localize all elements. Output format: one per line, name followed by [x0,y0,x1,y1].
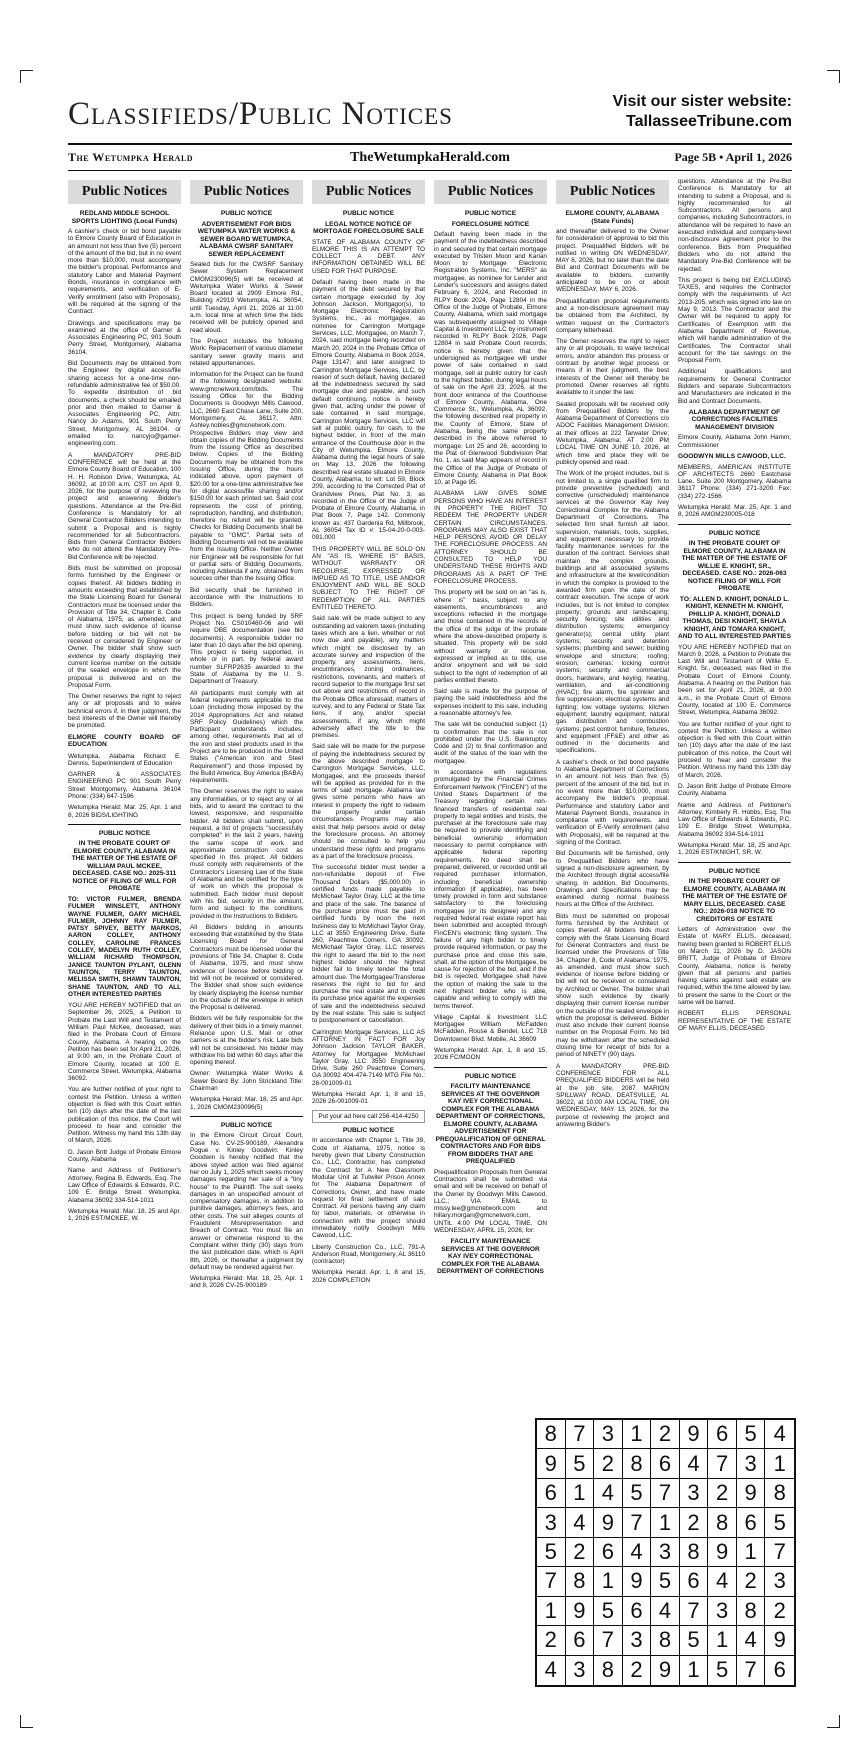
notice-text: Bid Documents may be obtained from the Engineer by digital access/file sharing access for a one-time non-refundable administrative fee of $50.00. To expedite distribution of bid documents, a check should be emailed prior and then mailed to Garner & Associates Engineering PC, Attn: Nancy Jo Adams, 901 South Perry Street, Montgomery, AL 36104. or emailed to: nancyjo@garner-engineering.com. [68,360,181,448]
notice-text: You are further notified of your right to contest the Petition. Unless a written objection is filed with this Court within ten (10) days after the date of the last publication of this notice, the Court will proceed to hear and consider the Petition. Witness my hand this 13th day of March, 2026. [678,720,791,779]
sudoku-cell: 4 [623,1538,652,1567]
notice-text: In accordance with regulations promulgated by the Financial Crimes Enforcement Network ("FinCEN") of the United States Department of the Treasury regarding certain non-financed transfers of residential real property to legal entities and trusts, the purchaser at the foreclosure sale may be required to provide identifying and beneficial ownership information necessary to permit compliance with applicable federal reporting requirements. No deed shall be prepared, delivered, or recorded until all required purchaser information, including beneficial ownership information (if applicable), has been timely provided in form and substance satisfactory to the foreclosing mortgagee (or its designee) and any required federal real estate report has been submitted and accepted through FinCEN's electronic filing system. The failure of any high bidder to timely provide required information, or pay the purchase price and close this sale, shall, at the option of the Mortgagee, be cause for rejection of the bid, and if the bid is rejected, Mortgagee shall have the option of making the sale to the next highest bidder who is able, capable and willing to comply with the terms thereof. [434,769,547,1010]
sudoku-cell: 6 [566,1626,595,1655]
sudoku-cell: 8 [566,1567,595,1596]
notice-text: Prequalification proposal requirements and a non-disclosure agreement may be obtained from the Architect, by written request on the Contractor's company letterhead. [556,297,669,334]
sudoku-cell: 9 [594,1508,623,1537]
sudoku-cell: 9 [737,1479,766,1508]
notice-text: Additional qualifications and requirements for General Contractor Bidders and separate Subcontractors and Manufacturers are indicated in the Bid and Contract Documents. [678,368,791,405]
sudoku-cell: 2 [537,1626,566,1655]
sudoku-cell: 8 [623,1449,652,1478]
notice-label: PUBLIC NOTICE [464,210,517,217]
notice-label: PUBLIC NOTICE [708,529,761,537]
column-3 [312,178,425,1698]
sudoku-cell: 7 [680,1597,709,1626]
notice-text: All Bidders bidding in amounts exceeding that established by the State Licensing Board for General Contractors must be licensed under the provisions of Title 34, Chapter 8, Code of Alabama, 1975, and must show evidence of license before bidding or bid will not be received or considered. The Bidder shall show such evidence by clearly displaying the license number on the outside of the envelope in which the Proposal is delivered. [190,923,303,1012]
column-6 [678,178,791,1410]
publication-line: Wetumpka Herald: Mar. 18, 25, Apr. 1 and 8, 2026 CV-25-900189 [190,1275,303,1290]
notice-text: Bid security shall be furnished in accordance with the Instructions to Bidders. [190,586,303,609]
panel-header: Public Notices [68,180,181,204]
notice-heading: ADVERTISEMENT FOR BIDS WETUMPKA WATER WORKS & SEWER BOARD WETUMPKA, ALABAMA CWSRF SANITARY SEWER REPLACEMENT [197,220,296,258]
sudoku-cell: 7 [651,1479,680,1508]
notice-heading: FACILITY MAINTENANCE SERVICES AT THE GOVERNOR KAY IVEY CORRECTIONAL COMPLEX FOR THE ALABAMA DEPARTMENT OF CORRECTIONS, ELMORE COUNTY, ALABAMA ADVERTISEMENT FOR PREQUALIFICATION OF GENERAL CONTRACTORS AND FOR BIDS FROM BIDDERS THAT ARE PREQUALIFIED [435,1083,546,1166]
sudoku-cell: 4 [708,1567,737,1596]
sudoku-cell: 1 [651,1508,680,1537]
sudoku-cell: 2 [708,1479,737,1508]
divider [678,524,791,525]
sudoku-cell: 8 [537,1420,566,1449]
sudoku-cell: 5 [566,1449,595,1478]
notice-contact: MEMBERS, AMERICAN INSTITUTE OF ARCHITECTS 2660 Eastchase Lane, Suite 200 Montgomery, Alabama 36117 Phone: (334) 271-3200 Fax: (334) 272-1566 [678,463,791,500]
notice-text: This project is being funded by SRF Project No. CS010460-06 and will require DBE documentation (see bid documents). A responsible bidder no later than 10 days after the bid opening. This project is being supported, in whole or in part, by federal award number SLFRP2635 awarded to the State of Alabama by the U. S. Department of Treasury. [190,612,303,686]
notice-text: The successful bidder must tender a non-refundable deposit of Five Thousand Dollars ($5,000.00) in certified funds made payable to McMichael Taylor Gray, LLC at the time and place of the sale. The balance of the purchase price must be paid in certified funds by noon the next business day to McMichael Taylor Gray, LLC at 3550 Engineering Drive, Suite 260, Peachtree Corners, GA 30092. McMichael Taylor Gray, LLC reserves the right to award the bid to the next highest bidder should the highest bidder fail to timely tender the total amount due. The Mortgagee/Transferee reserves the right to bid for and purchase the real estate and to credit its purchase price against the expenses of sale and the indebtedness secured by the real estate. This sale is subject to postponement or cancellation. [312,864,425,1025]
sudoku-cell: 2 [737,1567,766,1596]
notice-signature: Village Capital & Investment LLC Mortgagee William McFadden McFadden, Rouse & Bendel, LLC 718 Downtowner Blvd. Mobile, AL 36609 [434,1013,547,1043]
sudoku-cell: 2 [566,1538,595,1567]
sudoku-cell: 8 [708,1508,737,1537]
sudoku-cell: 1 [737,1538,766,1567]
sudoku-cell: 4 [680,1449,709,1478]
panel-header: Public Notices [312,180,425,204]
notice-signature: Owner: Wetumpka Water Works & Sewer Board By: John Strickland Title: Chairman [190,1070,303,1093]
page-subhead [68,150,792,170]
sudoku-cell: 5 [680,1626,709,1655]
notice-text: YOU ARE HEREBY NOTIFIED that on September 26, 2025, a Petition to Probate the Last Will and Testament of William Paul McKee, deceased, was filed in the Probate Court of Elmore County, Alabama. A hearing on the Petition has been set for April 21, 2026, at 9:00 am, in the Probate Court of Elmore County, located at 100 E. Commerce Street, Wetumpka, Alabama 36092. [68,1002,181,1083]
notice-text: Letters of Administration over the Estate of MARY ELLIS, deceased, having been granted to ROBERT ELLIS on March 11, 2026 by D. JASON BRITT, Judge of Probate of Elmore County, Alabama, notice is hereby given that all persons and parties having claims against said estate are required, within the time allowed by law, to present the same to the Court or the same will be barred. [678,926,791,1007]
sister-site-link[interactable]: TallasseeTribune.com [626,113,792,130]
sudoku-cell: 8 [737,1597,766,1626]
sudoku-cell: 8 [680,1538,709,1567]
notice-signature: GOODWYN MILLS CAWOOD, LLC. [678,453,786,460]
notice-label: PUBLIC NOTICE [342,1126,395,1134]
sudoku-cell: 7 [765,1538,794,1567]
sudoku-cell: 6 [680,1567,709,1596]
sudoku-cell: 1 [566,1479,595,1508]
notice-heading: IN THE PROBATE COURT OF ELMORE COUNTY, ALABAMA IN THE MATTER OF THE ESTATE OF WILLIAM PAUL MCKEE, DECEASED. CASE NO.: 2025-311 NOTICE OF FILING OF WILL FOR PROBATE [71,840,178,893]
notice-signature: Elmore County, Alabama John Hamm, Commissioner [678,434,791,449]
sudoku-cell: 7 [594,1626,623,1655]
sudoku-cell: 7 [566,1420,595,1449]
notice-text: All participants must comply with all federal requirements applicable to the Loan (including those imposed by the 2014 Appropriations Act and related SRF Policy Guidelines) which the Participant understands includes, among other, requirements that all of the iron and steel products used in the Project are to be produced in the United States ("American Iron and Steel Requirement") and those imposed by the Build America, Buy America (BABA) requirements. [190,689,303,785]
notice-text: Said sale will be made subject to any outstanding ad valorem taxes (including taxes which are a lien, whether or not now due and payable), any matters which might be disclosed by an accurate survey and inspection of the property, any assessments, liens, encumbrances, zoning ordinances, restrictions, covenants, and matters of record superior to the mortgage first set out above and restrictions of record in the Probate Office aforesaid, matters of survey, and to any Federal or State Tax liens, if any, and/or special assessments, if any, which might adversely affect the title to the premises. [312,615,425,740]
sudoku-cell: 9 [566,1597,595,1626]
notice-text: A MANDATORY PRE-BID CONFERENCE FOR ALL PREQUALIFIED BIDDERS will be held at the job site, 2087 MARION SPILLWAY ROAD, DEATSVILLE, AL 36022, at 10:00 AM LOCAL TIME, ON WEDNESDAY, MAY 13, 2026, for the purpose of reviewing the project and answering Bidder's [556,1062,669,1129]
sudoku-grid [535,1418,796,1687]
notice-signature: Wetumpka, Alabama Richard E. Dennis, Superintendent of Education [68,752,181,767]
notice-contact: Name and Address of Petitioner's Attorney, Regina B. Edwards, Esq. The Law Office of Edwards & Edwards, P.C. 109 E. Bridge Street Wetumpka, Alabama 36092 334-514-1011 [68,1167,181,1204]
sudoku-cell: 5 [765,1508,794,1537]
sister-site-box [613,92,792,132]
sudoku-cell: 2 [680,1508,709,1537]
sudoku-cell: 3 [680,1479,709,1508]
crop-mark-bottom-left [20,1715,33,1728]
sudoku-cell: 8 [594,1656,623,1685]
sudoku-cell: 4 [737,1626,766,1655]
publication-line: Wetumpka Herald: Mar. 18, 25 and Apr. 1, 2026 CMGM230096(5) [190,1096,303,1111]
notice-text: Said sale is made for the purpose of paying the said indebtedness and the expenses incident to this sale, including a reasonable attorney's fee. [434,688,547,717]
notice-heading: FORECLOSURE NOTICE [451,220,530,228]
sudoku-cell: 7 [537,1567,566,1596]
section-title: Classifieds/Public Notices [68,96,453,132]
notice-text: A MANDATORY PRE-BID CONFERENCE will be held at the Elmore County Board of Education, 100 H. H. Robison Drive, Wetumpka, AL 36092, at 10:00 a.m. CST on April 9, 2026, for the purpose of reviewing the project and answering Bidder's questions. Attendance at the Pre-Bid Conference is Mandatory for all General Contractor Bidders intending to submit a Proposal and is highly recommended for all Subcontractors. Bids from General Contractor Bidders who do not attend the Mandatory Pre-Bid Conference will be rejected. [68,451,181,561]
sudoku-cell: 5 [623,1479,652,1508]
paper-name: The Wetumpka Herald [68,150,194,164]
column-2 [190,178,303,1698]
notice-text: Sealed proposals will be received only from Prequalified Bidders by the Alabama Department of Corrections c/o ADOC Facilities Management Division; at their offices at 222 Tarwater Drive; Wetumpka, Alabama; AT 2:00 PM LOCAL TIME ON JUNE 10, 2026, at which time and place they will be publicly opened and read. [556,400,669,466]
notice-text: Default having been made in the payment of the debt secured by that certain mortgage executed by Joy Johnson Jackson, Mortgagor(s), to Mortgage Electronic Registration Systems, Inc., as mortgagee, as nominee for Carrington Mortgage Services, LLC, Mortgagee, on March 7, 2024, said mortgage being recorded on March 20, 2024 in the Probate Office of Elmore County, Alabama in Book 2024, Page 13147; and later assigned to Carrington Mortgage Services, LLC, by reason of such default, having declared all the indebtedness secured by said mortgage due and payable, and such default continuing, notice is hereby given that, acting under the power of sale contained in said mortgage, Carrington Mortgage Services, LLC will sell at public outcry, for cash, to the highest bidder, in front of the main entrance of the Courthouse door in the City of Wetumpka, Elmore County, Alabama during the legal hours of sale on May 13, 2026 the following described real estate situated in Elmore County, Alabama, to wit: Lot 59, Block 209, according to the Corrected Plat of Grandview Pines, Plat No. 3, as recorded in the Office of the Judge of Probate of Elmore County, Alabama, in Plat Book 7, Page 142. Commonly known as: 437 Gardenia Rd, Millbrook, AL 36054 Tax ID #: 15-04-20-0-003-091.000 [312,278,425,542]
notice-text: You are further notified of your right to contest the Petition. Unless a written objection is filed with this Court within ten (10) days after the date of the last publication of this notice, the Court will proceed to hear and consider the Petition. Witness my hand this 13th day of March, 2026. [68,1086,181,1145]
notice-text: The Project includes the following Work: Replacement of various diameter sanitary sewer gravity mains and related appurtenances. [190,337,303,367]
publication-line: Wetumpka Herald: Mar. 18, 25 and Apr. 1, 2026 EST/MCKEE, W. [68,1207,181,1223]
notice-text: This project is being bid EXCLUDING TAXES, and requires the Contractor comply with the requirements of Act 2013-205, which was signed into law on May 9, 2013. The Contractor and the Owner will be required to apply for Certificates of Exemption with the Alabama Department of Revenue, which will handle administration of the Certificates. The Contractor shall account for the tax savings on the Proposal Form. [678,276,791,365]
notice-text: The Work of the project includes, but is not limited to, a single qualified firm to provide preventive (scheduled) and corrective (unscheduled) maintenance services at the Governor Kay Ivey Correctional Complex for the Alabama Department of Corrections. The selected firm shall furnish all labor, supervision, materials, tools, supplies, and equipment necessary to provide facility maintenance services for the duration of the contract. Services shall maintain the complex grounds, buildings and all associated systems and infrastructure at the level/condition in which the complex is provided to the awarded firm upon the date of the contract execution. The scope of work includes, but is not limited to complex property; grounds and landscaping; security fencing; site utilities and distribution systems; emergency generator(s); central utility plant systems; security and detention systems; plumbing and sewer; building envelope and structure; roofing; erosion; cameras; locking control systems; security and commercial doors, hardware, and keying; heating, ventilation, and air-conditioning (HVAC); fire alarm, fire sprinkler and fire suppression; electrical systems and lighting; low voltage systems; kitchen equipment; laundry equipment; natural gas distribution and combustion systems; pest control; furniture, fixtures, and equipment (FF&E) and other as outlined in the documents and specifications. [556,470,669,755]
panel-header: Public Notices [556,180,669,204]
sudoku-cell: 3 [708,1597,737,1626]
sudoku-cell: 6 [737,1508,766,1537]
notice-text: In accordance with Chapter 1, Title 39, Code of Alabama, 1975, notice is hereby given that Liberty Construction Co., LLC, Contractor, has completed the Contract for A New Classroom Modular Unit at Tutwiler Prison Annex for The Alabama Department of Corrections, Owner, and have made request for final settlement of said Contract. All persons having any claim for labor, materials, or otherwise in connection with the project should immediately notify Goodwyn Mills Cawood, LLC. [312,1137,425,1240]
notice-text: STATE OF ALABAMA COUNTY OF ELMORE THIS IS AN ATTEMPT TO COLLECT A DEBT. ANY INFORMATION OBTAINED WILL BE USED FOR THAT PURPOSE. [312,238,425,275]
notice-text: Sealed bids for the CWSRF Sanitary Sewer System Replacement CMGM230096(5) will be received at Wetumpka Water Works & Sewer Board located at 2909 Elmore Rd., Building #2919 Wetumpka, AL 36054, until Tuesday, April 21, 2026 at 11:00 a.m. local time at which time the bids received will be publicly opened and read aloud. [190,261,303,334]
notice-text: Drawings and specifications may be examined at the office of Garner & Associates Engineering PC, 901 South Perry Street, Montgomery, Alabama 36104. [68,319,181,356]
notice-label: PUBLIC NOTICE [464,1072,517,1080]
notice-contact: Liberty Construction Co., LLC, 791-A Anderson Road, Montgomery, AL 36110 (contractor) [312,1243,425,1266]
sudoku-cell: 6 [773,1657,786,1683]
publication-line: Wetumpka Herald: Mar. 25, Apr. 1 and 8, 2026 AMGM230005-018 [678,503,791,519]
notice-recipients: TO: ALLEN D. KNIGHT, DONALD L. KNIGHT, KENNETH M. KNIGHT, PHILLIP A. KNIGHT, DONALD THOMAS, DESI KNIGHT, SHAYLA KNIGHT, AND TOMARA KNIGHT, AND TO ALL INTERESTED PARTIES [678,595,791,641]
notice-text: Prequalification Proposals from General Contractors shall be submitted via email and will be received on behalf of the Owner by Goodwyn Mills Cawood, LLC.; VIA EMAIL to missy.lee@gmcnetwork.com and hillary.morgan@gmcnetwork.com, UNTIL 4:00 PM LOCAL TIME, ON WEDNESDAY, APRIL 15, 2026, for: [434,1168,547,1235]
notice-heading: REDLAND MIDDLE SCHOOL SPORTS LIGHTING (Local Funds) [71,210,178,225]
notice-heading: LEGAL NOTICE NOTICE OF MORTGAGE FORECLOSURE SALE [313,220,424,235]
notice-text: The sale will be conducted subject (1) to confirmation that the sale is not prohibited under the U.S. Bankruptcy Code and (2) to final confirmation and audit of the status of the loan with the mortgagee. [434,721,547,765]
notice-contact: Name and Address of Petitioner's Attorney, Kimberly R. Hobbs, Esq. The Law Office of Edwards & Edwards, P.C. 109 E. Bridge Street Wetumpka, Alabama 36092 334-514-1011 [678,801,791,838]
sudoku-cell: 5 [537,1538,566,1567]
notice-text: THIS PROPERTY WILL BE SOLD ON AN "AS IS, WHERE IS" BASIS, WITHOUT WARRANTY OR RECOURSE, EXPRESSED OR IMPLIED AS TO TITLE, USE AND/OR ENJOYMENT AND WILL BE SOLD SUBJECT TO THE RIGHT OF REDEMPTION OF ALL PARTIES ENTITLED THERETO. [312,545,425,612]
sudoku-cell: 2 [651,1420,680,1449]
sudoku-cell: 9 [651,1656,680,1685]
sudoku-cell: 8 [765,1479,794,1508]
masthead-rule [68,143,792,145]
publication-line: Wetumpka Herald: Apr. 1, 8 and 15, 2026 FC/MOON [434,1047,547,1062]
notice-text: A cashier's check or bid bond payable to Elmore County Board of Education in an amount not less than five (5) percent of the amount of the bid, but in no event more than $10,000, must accompany the bidder's proposal. Performance and statutory Labor and Material Payment Bonds, insurance in compliance with requirements, and verification of E-Verify enrollment (also with Proposals), will be required at the signing of the Contract. [68,228,181,316]
sudoku-cell: 2 [623,1656,652,1685]
sudoku-cell: 1 [765,1449,794,1478]
notice-text: ALABAMA LAW GIVES SOME PERSONS WHO HAVE AN INTEREST IN PROPERTY THE RIGHT TO REDEEM THE PROPERTY UNDER CERTAIN CIRCUMSTANCES. PROGRAMS MAY ALSO EXIST THAT HELP PERSONS AVOID OR DELAY THE FORECLOSURE PROCESS. AN ATTORNEY SHOULD BE CONSULTED TO HELP YOU UNDERSTAND THESE RIGHTS AND PROGRAMS AS A PART OF THE FORECLOSURE PROCESS. [434,490,547,585]
notice-text: A cashier's check or bid bond payable to Alabama Department of Corrections in an amount not less than five (5) percent of the amount of the bid, but in no event more than $10,000, must accompany the bidder's proposal. Performance and statutory Labor and Material Payment Bonds, insurance in compliance with requirements, and verification of E-Verify enrollment (also with Proposals), will be required at the signing of the Contract. [556,758,669,847]
sudoku-cell: 3 [623,1626,652,1655]
sudoku-cell: 5 [737,1420,766,1449]
notice-label: PUBLIC NOTICE [98,829,151,837]
crop-mark-top-left [20,70,33,83]
sudoku-cell: 4 [537,1656,566,1685]
notice-heading: IN THE PROBATE COURT OF ELMORE COUNTY, ALABAMA IN THE MATTER OF THE ESTATE OF WILLIE E. KNIGHT, SR., DECEASED. CASE NO.: 2026-063 NOTICE FILING OF WILL FOR PROBATE [681,540,788,593]
sudoku-cell: 6 [708,1420,737,1449]
sudoku-cell: 8 [651,1626,680,1655]
notice-label: PUBLIC NOTICE [708,867,761,875]
divider [190,1116,303,1117]
sudoku-cell: 3 [651,1538,680,1567]
notice-text: Bids must be submitted on proposal forms furnished by the Architect or copies thereof. All bidders bids must comply with the State Licensing Board for General Contractors and must be licensed under the Provisions of Title 34, Chapter 8, Code of Alabama, 1975, as amended, and must show such evidence of license before bidding or bid will not be received or considered by Architect or Owner. The bidder shall show such evidence by clearly displaying their current license number on the outside of the sealed envelope in which the proposal is delivered. Bidder must also include their current license number on the Proposal Form. No bid may be withdrawn after the scheduled closing time for receipt of bids for a period of NINETY (90) days. [556,912,669,1059]
notice-text: YOU ARE HEREBY NOTIFIED that on March 9, 2026, a Petition to Probate the Last Will and Testament of Willie E. Knight, Sr., deceased, was filed in the Probate Court of Elmore County, Alabama. A hearing on the Petition has been set for April 21, 2026, at 9:00 a.m., in the Probate Court of Elmore County, located at 100 E. Commerce Street, Wetumpka, Alabama 36092. [678,643,791,717]
notice-text: Bidders will be fully responsible for the delivery of their bids in a timely manner. Reliance upon U.S. Mail or other carriers is at the bidder's risk. Late bids will not be considered. No bidder may withdraw his bid within 60 days after the opening thereof. [190,1015,303,1067]
divider [434,1067,547,1068]
subhead-rule [68,170,792,171]
paper-website[interactable]: TheWetumpkaHerald.com [350,150,510,165]
sudoku-cell: 1 [537,1597,566,1626]
sudoku-cell: 3 [594,1420,623,1449]
publication-line: Wetumpka Herald: Mar. 25, Apr. 1 and 8, 2026 BIDS/LIGHTING [68,804,181,819]
notice-text: Bids must be submitted on proposal forms furnished by the Engineer or copies thereof. All bidders bidding in amounts exceeding that established by the State Licensing Board for General Contractors must be licensed under the Provision of Title 34, Chapter 8, Code of Alabama, 1975, as amended, and must show such evidence of license before bidding or bid will not be received or considered by Engineer or Owner. The bidder shall show such evidence by clearly displaying their current license number on the outside of the sealed envelope in which the proposal is delivered and on the Proposal Form. [68,565,181,689]
sudoku-cell: 6 [537,1479,566,1508]
divider [68,824,181,825]
notice-text: In the Elmore Circuit Circuit Court, Case No. CV-25-900189, Alexandra Pogue v. Kinley Goodwin: Kinley Goodwin is hereby notified that the above styled action was filed against her on July 1, 2025 which seeks money damages regarding her sale of a "tiny house" to the Plaintiff. The suit seeks damages in an unspecified amount of compensatory damages, in addition to punitive damages, attorney's fees, and other costs. The suit alleges counts of Fraudulent Misrepresentation and Breach of Contract. You must file an answer or otherwise respond to the Complaint within thirty (30) days from the last publication date, which is April 8th, 2026, or thereafter a judgment by default may be rendered against her. [190,1132,303,1271]
notice-signature: D. Jason Britt Judge of Probate Elmore County, Alabama [68,1148,181,1164]
notice-signature: Carrington Mortgage Services, LLC AS ATTORNEY IN FACT FOR Joy Johnson Jackson TAYLOR BAKER, Attorney for Mortgagee McMichael Taylor Gray, LLC 3550 Engineering Drive, Suite 260 Peachtree Corners, GA 30092 404-474-7149 MTG File No.: 26-001009-01 [312,1028,425,1087]
advertise-callout[interactable]: Put your ad here call 256-414-4250 [312,1110,425,1123]
notice-text: The Owner reserves the right to waive any informalities, or to reject any or all bids, and to award the contract to the lowest, responsive, and responsible bidder. All bidders shall submit, upon request, a list of projects "successfully completed" in the last 2 years, having the same scope of work and approximate construction cost as specified in this project. All bidders must comply with requirements of the Contractor's Licensing Law of the State of Alabama and be certified for the type of work on which the proposal is submitted. Each bidder must deposit with his bid, security in the amount, form and subject to the conditions provided in the Instructions to Bidders. [190,788,303,920]
crop-mark-top-right [827,70,840,83]
sister-site-label: Visit our sister website: [612,93,792,110]
notice-text: The Owner reserves the right to reject any or all proposals, to waive technical errors, and/or abandon this process or contract by another legal process or means if in their judgment, the best interests of the Owner will thereby be promoted. Owner reserves all rights available to it under the law. [556,338,669,397]
notice-text: Default having been made in the payment of the indebtedness described in and secured by that certain mortgage executed by Tristen Moon and Karian Moon to Mortgage Electronic Registration Systems, Inc. "MERS" as mortgagee, as nominee for Lender and Lender's successors and assigns dated February 6, 2024, and Recorded in RLPY Book 2024, Page 12804 in the Office of the Judge of Probate, Elmore County, Alabama, which said mortgage was subsequently assigned to Village Capital & Investment LLC by instrument recorded in RLPY Book 2026, Page 12804 in said Probate Court records; notice is hereby given that the undersigned as mortgagee will under power of sale contained in said mortgage, sell at public outcry for cash to the highest bidder, during legal hours of sale on the April 23, 2026, at the front door entrance of the Courthouse of Elmore County, Alabama, One Commerce St., Wetumpka, AL 36092, the following described real property in the County of Elmore, State of Alabama, being the same property described in the above referred to mortgage: Lot 25 and 26, according to the Plat of Glenwood Subdivision Plat No. 1, as said Map appears of record in the Office of the Judge of Probate of Elmore County, Alabama in Plat Book 10, at Page 95. [434,231,547,487]
notice-signature: D. Jason Britt Judge of Probate Elmore County, Alabama [678,782,791,798]
sudoku-cell: 9 [537,1449,566,1478]
notice-text: This property will be sold on an "as is, where is" basis, subject to any easements, encumbrances and exceptions reflected in the mortgage and those contained in the records of the office of the judge of the probate where the above-described property is situated. This property will be sold without warranty or recourse, expressed or implied as to title, use and/or enjoyment and will be sold subject to the right of redemption of all parties entitled thereto. [434,589,547,684]
crop-mark-bottom-right [827,1715,840,1728]
notice-text: Said sale will be made for the purpose of paying the indebtedness secured by the above described mortgage to Carrington Mortgage Services, LLC, Mortgagee, and the proceeds thereof will be applied as provided for in the terms of said mortgage. Alabama law gives some persons who have an interest in property the right to redeem the property under certain circumstances. Programs may also exist that help persons avoid or delay the foreclosure process. An attorney should be consulted to help you understand these rights and programs as a part of the foreclosure process. [312,743,425,860]
sudoku-cell: 7 [737,1656,766,1685]
notice-contact: GARNER & ASSOCIATES ENGINEERING PC 901 South Perry Street Montgomery, Alabama 36104 Phone: (334) 647-1596 [68,771,181,801]
panel-header: Public Notices [434,180,547,204]
sudoku-cell: 1 [680,1656,709,1685]
sudoku-cell: 5 [594,1597,623,1626]
notice-signature: ROBERT ELLIS PERSONAL REPRESENTATIVE OF THE ESTATE OF MARY ELLIS, DECEASED [678,1010,791,1032]
sudoku-cell: 3 [537,1508,566,1537]
sudoku-cell: 3 [765,1567,794,1596]
publication-line: Wetumpka Herald: Apr. 1, 8 and 15, 2026 COMPLETION [312,1269,425,1284]
masthead [68,88,792,140]
sudoku-cell: 1 [708,1626,737,1655]
notice-text: and thereafter delivered to the Owner for consideration of approval to bid this project. Prequalified Bidders will be notified in writing ON WEDNESDAY, MAY 6, 2026, but no later than the date Bid and Contract Documents will be available to bidders, currently anticipated to be on or about WEDNESDAY, MAY 6, 2026. [556,228,669,294]
sudoku-cell: 4 [651,1597,680,1626]
publication-line: Wetumpka Herald: Apr. 1, 8 and 15, 2026 26-001009-01 [312,1091,425,1106]
notice-heading: IN THE PROBATE COURT OF ELMORE COUNTY, ALABAMA IN THE MATTER OF THE ESTATE OF MARY ELLIS, DECEASED. CASE NO.: 2026-018 NOTICE TO CREDITORS OF ESTATE [681,878,788,923]
notice-signature: ALABAMA DEPARTMENT OF CORRECTIONS FACILITIES MANAGEMENT DIVISION [688,408,781,431]
sudoku-cell: 4 [765,1420,794,1449]
sudoku-cell: 9 [680,1420,709,1449]
divider [678,862,791,863]
sudoku-cell: 9 [765,1626,794,1655]
notice-signature: ELMORE COUNTY BOARD OF EDUCATION [68,733,181,749]
sudoku-cell: 7 [623,1508,652,1537]
page-info: Page 5B • April 1, 2026 [674,150,792,164]
publication-line: Wetumpka Herald: Mar. 18, 25 and Apr. 1, 2026 EST/KNIGHT, SR. W. [678,842,791,857]
sudoku-cell: 1 [594,1567,623,1596]
column-1 [68,178,181,1698]
sudoku-cell: 5 [708,1656,737,1685]
column-4 [434,178,547,1698]
sudoku-cell: 3 [737,1449,766,1478]
sudoku-cell: 7 [708,1449,737,1478]
sudoku-cell: 2 [765,1597,794,1626]
sudoku-cell: 5 [651,1567,680,1596]
sudoku-cell: 9 [623,1567,652,1596]
notice-label: PUBLIC NOTICE [220,210,273,217]
sudoku-cell: 1 [623,1420,652,1449]
notice-heading: FACILITY MAINTENANCE SERVICES AT THE GOVERNOR KAY IVEY CORRECTIONAL COMPLEX FOR THE ALABAMA DEPARTMENT OF CORRECTIONS [437,1238,544,1276]
notice-recipients: TO: VICTOR FULMER, BRENDA FULMER WINSLETT, ANTHONY WAYNE FULMER, GARY MICHAEL FULMER, JOHNNY RAY FULMER, PATSY SPIVEY, BETTY MARKOS, AARON COLLEY, ANTHONY COLLEY, CAROLINE FRANCES COLLEY, MADELYN RUTH COLLEY, WILLIAM RICHARD THOMPSON, JANICE TAUNTON PYLANT, GLENN TAUNTON, TERRY TAUNTON, MELISSA SMITH, SHAWN TAUNTON, SHANE TAUNTON, AND TO ALL OTHER INTERESTED PARTIES [68,895,181,998]
notice-text: questions. Attendance at the Pre-Bid Conference is Mandatory for all intending to submit a Proposal, and is highly recommended for all Subcontractors. All persons and companies, including Subcontractors, in attendance will be required to have an executed individual and company-level non-disclosure agreement prior to the conference. Bids from Prequalified Bidders who do not attend the Mandatory Pre-Bid Conference will be rejected. [678,178,791,273]
sudoku-cell: 6 [623,1597,652,1626]
sudoku-cell: 2 [594,1449,623,1478]
sudoku-cell: 4 [566,1508,595,1537]
panel-header: Public Notices [190,180,303,204]
column-5 [556,178,669,1410]
sudoku-cell: 6 [594,1538,623,1567]
sudoku-cell: 9 [708,1538,737,1567]
notice-label: PUBLIC NOTICE [220,1121,273,1129]
notice-heading: ELMORE COUNTY, ALABAMA (State Funds) [565,210,660,225]
notice-label: PUBLIC NOTICE [342,210,395,217]
sudoku-cell: 6 [651,1449,680,1478]
notice-text: Information for the Project can be found at the following designated website: www.gmcnetwork.com/bids. The Issuing Office for the Bidding Documents is Goodwyn Mills Cawood, LLC, 2660 East Chase Lane, Suite 200, Montgomery, AL 36117, Attn: Ashley.nobles@gmcnetwork.com. Prospective Bidders may view and obtain copies of the Bidding Documents from the Issuing Office as described below. Copies of the Bidding Documents may be obtained from the Issuing Office, during the hours indicated above, upon payment of $20.00 for a one-time administrative fee for digital access/file sharing and/or $150.00 for each printed set. Said cost represents the cost of printing, reproduction, handling, and distribution, therefore no refund will be granted. Checks for Bidding Documents shall be payable to "GMC". Partial sets of Bidding Documents will not be available from the Issuing Office. Neither Owner nor Engineer will be responsible for full or partial sets of Bidding Documents, including Addenda if any, obtained from sources other than the Issuing Office. [190,371,303,583]
notice-text: Bid Documents will be furnished, only to Prequalified Bidders who have signed a non-disclosure agreement, by the Architect through digital access/file sharing. In addition, Bid Documents, Drawings and Specifications may be examined during normal business hours at the Office of the Architect. [556,850,669,909]
notice-text: The Owner reserves the right to reject any or all proposals and to waive technical errors if, in their judgment, the best interests of the Owner will thereby be promoted. [68,693,181,730]
sudoku-cell: 3 [566,1656,595,1685]
sudoku-cell: 4 [594,1479,623,1508]
